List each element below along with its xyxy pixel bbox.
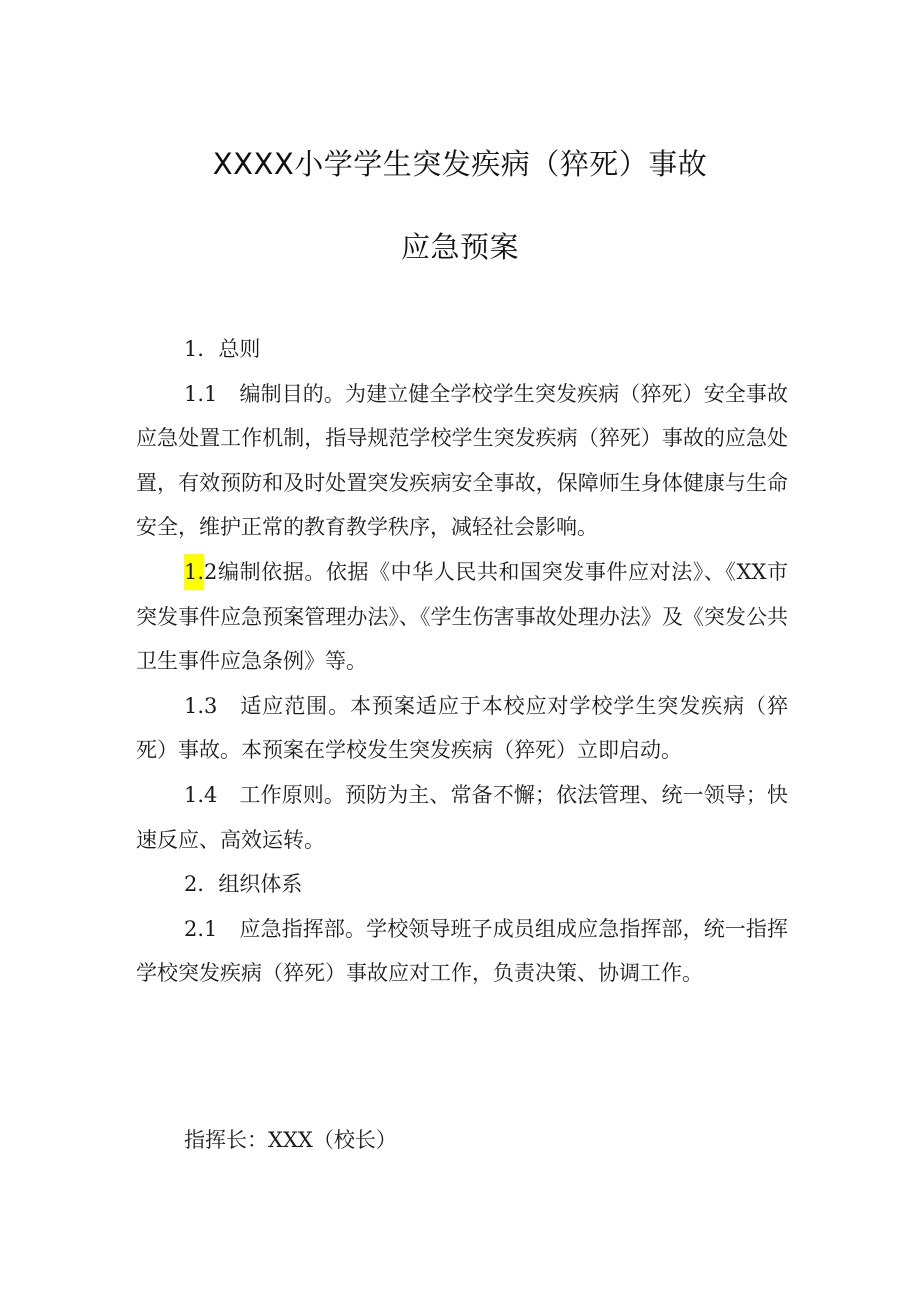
section-1-1-text: 编制目的。为建立健全学校学生突发疾病（猝死）安全事故应急处置工作机制，指导规范学校学生突发疾病（猝死）事故的应急处置，有效预防和及时处置突发疾病安全事故，保障师生身体健康与生命安全，维护正常的教育教学秩序，减轻社会影响。 [136,381,788,540]
commander-line: 指挥长：XXX（校长） [184,1128,397,1152]
section-1-4-text: 工作原则。预防为主、常备不懈；依法管理、统一领导；快速反应、高效运转。 [136,782,788,852]
section-1-1-number: 1.1 [184,381,218,406]
section-2-heading: 2．组织体系 [184,872,303,897]
section-2-1-text: 应急指挥部。学校领导班子成员组成应急指挥部，统一指挥学校突发疾病（猝死）事故应对工作，负责决策、协调工作。 [136,916,788,986]
section-2-1-paragraph [136,907,788,996]
section-1-4-paragraph [136,773,788,862]
section-1-heading: 1．总则 [184,337,261,361]
section-1-2-paragraph [136,550,788,684]
section-1-3-paragraph [136,684,788,773]
section-1-1-paragraph [136,372,788,550]
section-1-3-number: 1.3 [184,693,218,718]
document-title-line-2: 应急预案 [400,230,519,264]
commander-block [136,1118,788,1163]
section-2-1-number: 2.1 [184,916,218,941]
section-1-2-number-rest: 2 [204,559,218,584]
highlighted-number: 1. [184,554,204,590]
section-1-3-text: 适应范围。本预案适应于本校应对学校学生突发疾病（猝死）事故。本预案在学校发生突发疾病（猝死）立即启动。 [136,693,788,763]
section-1-4-number: 1.4 [184,782,218,807]
document-title-line-1: XXXX小学学生突发疾病（猝死）事故 [212,147,708,181]
section-1-2-text: 编制依据。依据《中华人民共和国突发事件应对法》、《XX市突发事件应急预案管理办法》、《学生伤害事故处理办法》及《突发公共卫生事件应急条例》等。 [136,559,788,674]
document-body [136,327,788,996]
